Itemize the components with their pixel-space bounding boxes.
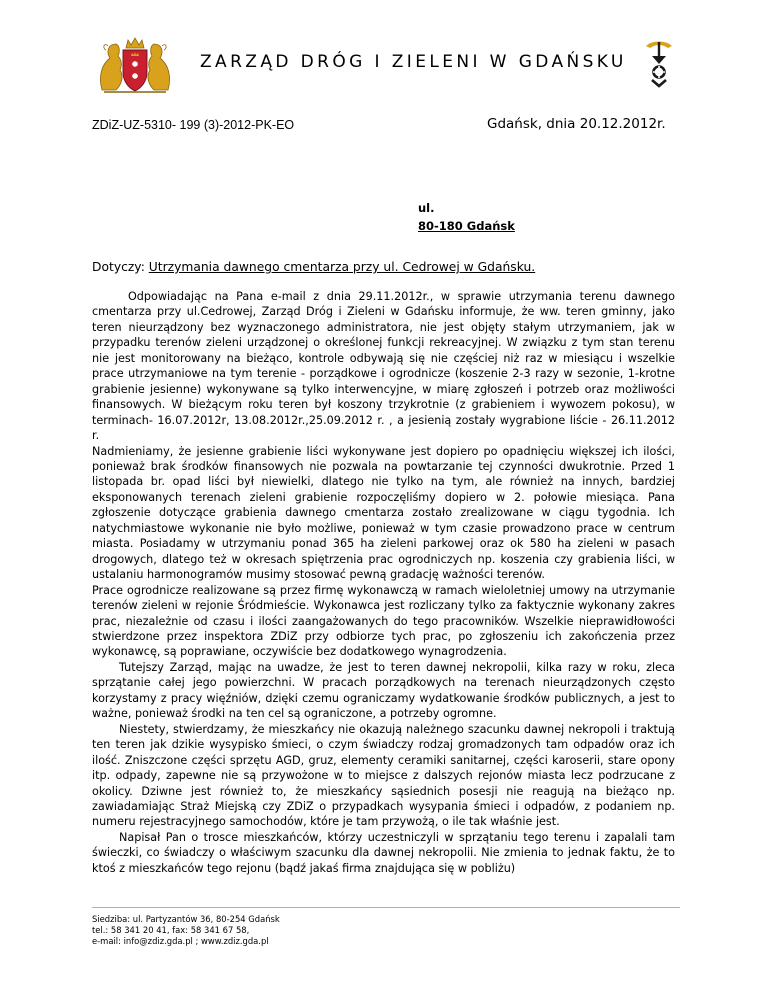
footer-phone: tel.: 58 341 20 41, fax: 58 341 67 58, (92, 925, 250, 935)
recipient-postal: 80-180 Gdańsk (418, 219, 515, 233)
body-paragraph: Nadmieniamy, że jesienne grabienie liści wykonywane jest dopiero po opadnięciu większej ich ilości, ponieważ brak środków finansowych nie pozwala na powtarzanie tej czynności dwukrotnie. Przed 1 listopada br. opad liści był niewielki, dlatego nie tylko na tym, ale również na innych, bardziej eksponowanych terenach zieleni grabienie rozpoczęliśmy dopiero w 2. połowie miesiąca. Pana zgłoszenie dotyczące grabienia dawnego cmentarza zostało zrealizowane w ciągu tygodnia. Ich natychmiastowe wykonanie nie było możliwe, ponieważ w tym czasie prowadzono prace w centrum miasta. Posiadamy w utrzymaniu ponad 365 ha zieleni parkowej oraz ok 580 ha zieleni w pasach drogowych, dlatego też w okresach spiętrzenia prac ogrodniczych np. koszenia czy grabienia liści, w ustalaniu harmonogramów musimy stosować pewną gradację ważności terenów. (92, 444, 675, 582)
footer-divider (92, 907, 680, 908)
reference-number: ZDiZ-UZ-5310- 199 (3)-2012-PK-EO (92, 118, 295, 132)
footer (92, 914, 280, 947)
zdiz-logo-icon (644, 36, 674, 90)
letter-body (92, 289, 675, 876)
place-date: Gdańsk, dnia 20.12.2012r. (487, 116, 666, 132)
gdansk-coat-of-arms-icon (96, 36, 174, 96)
recipient-street: ul. (418, 201, 435, 215)
footer-address: Siedziba: ul. Partyzantów 36, 80-254 Gdańsk (92, 914, 280, 924)
body-paragraph: Prace ogrodnicze realizowane są przez firmę wykonawczą w ramach wieloletniej umowy na utrzymanie terenów zieleni w rejonie Śródmieście. Wykonawca jest rozliczany tylko za faktycznie wykonany zakres prac, niezależnie od czasu i ilości zaangażowanych do tego pracowników. Wszelkie nieprawidłowości stwierdzone przez inspektora ZDiZ przy odbiorze tych prac, po zgłoszeniu ich zakończenia przez wykonawcę, są poprawiane, oczywiście bez dodatkowego wynagrodzenia. (92, 583, 675, 659)
subject-line (92, 260, 535, 274)
body-paragraph: Niestety, stwierdzamy, że mieszkańcy nie okazują należnego szacunku dawnej nekropoli i traktują ten teren jak dzikie wysypisko śmieci, o czym świadczy rodzaj gromadzonych tam odpadów oraz ich ilość. Zniszczone części sprzętu AGD, gruz, elementy ceramiki sanitarnej, części karoserii, stare opony itp. odpady, zapewne nie są przywożone w to miejsce z dalszych rejonów miasta lecz podrzucane z okolicy. Dziwne jest również to, że mieszkańcy sąsiednich posesji nie reagują na bieżąco np. zawiadamiając Straż Miejską czy ZDiZ o przypadkach wysypania śmieci i odpadów, z podaniem np. numeru rejestracyjnego samochodów, które je tam przywożą, o ile tak właśnie jest. (92, 722, 675, 829)
subject-label: Dotyczy: (92, 260, 149, 274)
body-paragraph: Tutejszy Zarząd, mając na uwadze, że jest to teren dawnej nekropolii, kilka razy w roku, zleca sprzątanie całej jego powierzchni. W pracach porządkowych na terenach nieurządzonych często korzystamy z pracy więźniów, dzięki czemu ograniczamy wydatkowanie środków publicznych, a jest to ważne, ponieważ środki na ten cel są ograniczone, a potrzeby ogromne. (92, 660, 675, 721)
body-paragraph: Odpowiadając na Pana e-mail z dnia 29.11.2012r., w sprawie utrzymania terenu dawnego cmentarza przy ul.Cedrowej, Zarząd Dróg i Zieleni w Gdańsku informuje, że ww. teren gminny, jako teren nieurządzony bez wyznaczonego administratora, nie jest objęty stałym utrzymaniem, jak w przypadku terenów zieleni urządzonej o określonej funkcji rekreacyjnej. W związku z tym stan terenu nie jest monitorowany na bieżąco, kontrole odbywają się nie częściej niż raz w miesiącu i wszelkie prace utrzymaniowe na tym terenie - porządkowe i ogrodnicze (koszenie 2-3 razy w sezonie, 1-krotne grabienie jesienne) wykonywane są tylko interwencyjne, w miarę zgłoszeń i potrzeb oraz możliwości finansowych. W bieżącym roku teren był koszony trzykrotnie (z grabieniem i wywozem pokosu), w terminach- 16.07.2012r, 13.08.2012r.,25.09.2012 r. , a jesienią zostały wygrabione liście - 26.11.2012 r. (92, 290, 675, 443)
body-paragraph: Napisał Pan o trosce mieszkańców, którzy uczestniczyli w sprzątaniu tego terenu i zapalali tam świeczki, co świadczy o właściwym szacunku dla dawnej nekropolii. Nie zmienia to jednak faktu, że to ktoś z mieszkańców tego rejonu (bądź jakaś firma znajdująca się w pobliżu) (92, 830, 675, 875)
footer-email: e-mail: info@zdiz.gda.pl ; www.zdiz.gda.pl (92, 936, 269, 946)
subject-text: Utrzymania dawnego cmentarza przy ul. Cedrowej w Gdańsku. (148, 260, 536, 274)
organization-name: ZARZĄD DRÓG I ZIELENI W GDAŃSKU (200, 52, 627, 72)
